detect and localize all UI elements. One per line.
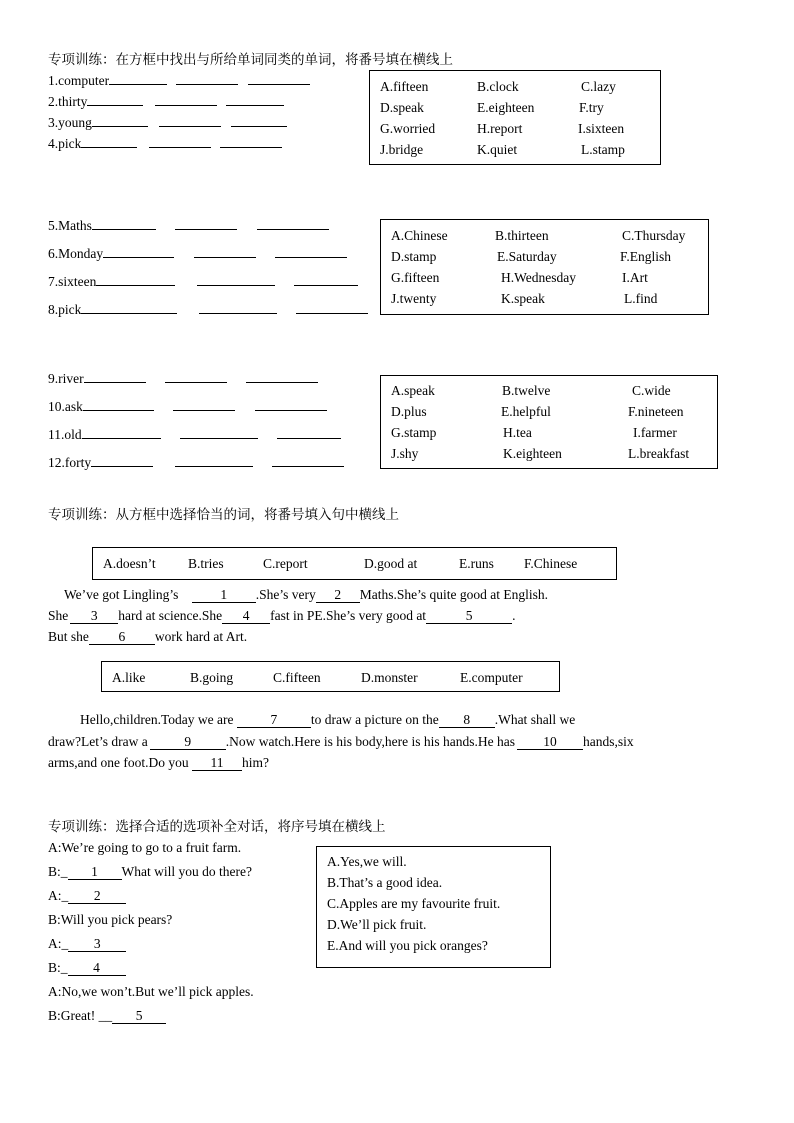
passage1-line1: We’ve got Lingling’s 1 .She’s very 2 Maths.She’s quite good at English. — [64, 587, 549, 602]
answer-blank[interactable] — [199, 301, 277, 314]
option: A.fifteen — [380, 79, 429, 94]
dialogue-line-1: A:We’re going to go to a fruit farm. — [48, 840, 242, 855]
option: D.good at — [364, 556, 418, 571]
question-10: 10.ask — [48, 398, 327, 415]
question-11: 11.old — [48, 426, 341, 443]
blank-6[interactable]: 6 — [89, 630, 155, 645]
answer-blank[interactable] — [173, 398, 235, 411]
answer-blank[interactable] — [180, 426, 258, 439]
option: J.bridge — [380, 142, 424, 157]
option: A.doesn’t — [103, 556, 156, 571]
option: D.stamp — [391, 249, 437, 264]
word-box-1 — [92, 547, 617, 580]
answer-blank[interactable] — [246, 370, 318, 383]
question-6: 6.Monday — [48, 245, 347, 262]
option: D.monster — [361, 670, 418, 685]
dialogue-line-7: A:No,we won’t.But we’ll pick apples. — [48, 984, 254, 999]
option: H.tea — [503, 425, 532, 440]
option: J.shy — [391, 446, 419, 461]
question-7: 7.sixteen — [48, 273, 358, 290]
answer-blank[interactable] — [91, 454, 153, 467]
dialogue-blank-3[interactable]: 3 — [68, 937, 126, 952]
answer-blank[interactable] — [96, 273, 175, 286]
section3-heading: 专项训练：选择合适的选项补全对话，将序号填在横线上 — [48, 819, 386, 835]
question-8: 8.pick — [48, 301, 368, 318]
section1-heading: 专项训练：在方框中找出与所给单词同类的单词，将番号填在横线上 — [48, 52, 453, 68]
option: E.eighteen — [477, 100, 535, 115]
question-4: 4.pick — [48, 135, 282, 152]
passage1-line2: She 3 hard at science.She 4 fast in PE.She’s very good at 5 . — [48, 608, 516, 623]
answer-blank[interactable] — [84, 370, 146, 383]
answer-blank[interactable] — [248, 72, 310, 85]
answer-blank[interactable] — [296, 301, 368, 314]
answer-blank[interactable] — [165, 370, 227, 383]
passage1-line3: But she 6 work hard at Art. — [48, 629, 248, 644]
option: G.worried — [380, 121, 436, 136]
option: B.tries — [188, 556, 224, 571]
passage2-line2: draw?Let’s draw a 9 .Now watch.Here is his body,here is his hands.He has 10 hands,six — [48, 734, 634, 749]
options-box-3 — [380, 375, 718, 469]
answer-blank[interactable] — [149, 135, 211, 148]
dialogue-line-5: A:_ 3 — [48, 936, 126, 952]
answer-blank[interactable] — [83, 398, 154, 411]
option: G.fifteen — [391, 270, 440, 285]
answer-blank[interactable] — [197, 273, 275, 286]
answer-blank[interactable] — [92, 217, 156, 230]
blank-7[interactable]: 7 — [237, 713, 311, 728]
blank-2[interactable]: 2 — [316, 588, 360, 603]
option: A.like — [112, 670, 146, 685]
answer-blank[interactable] — [275, 245, 347, 258]
option: C.Apples are my favourite fruit. — [327, 896, 501, 911]
dialogue-line-8: B:Great! __ 5 — [48, 1008, 166, 1024]
option: K.speak — [501, 291, 545, 306]
answer-blank[interactable] — [220, 135, 282, 148]
option: H.report — [477, 121, 523, 136]
option: B.That’s a good idea. — [327, 875, 443, 890]
question-5: 5.Maths — [48, 217, 329, 234]
answer-blank[interactable] — [103, 245, 174, 258]
dialogue-blank-5[interactable]: 5 — [112, 1009, 166, 1024]
options-box-1 — [369, 70, 661, 165]
answer-blank[interactable] — [176, 72, 238, 85]
blank-9[interactable]: 9 — [150, 735, 226, 750]
blank-11[interactable]: 11 — [192, 756, 242, 771]
dialogue-blank-2[interactable]: 2 — [68, 889, 126, 904]
question-12: 12.forty — [48, 454, 344, 471]
passage2-line3: arms,and one foot.Do you 11 him? — [48, 755, 269, 770]
answer-blank[interactable] — [175, 217, 237, 230]
answer-blank[interactable] — [277, 426, 341, 439]
option: E.And will you pick oranges? — [327, 938, 488, 953]
option: B.going — [190, 670, 234, 685]
option: E.Saturday — [497, 249, 557, 264]
option: C.Thursday — [622, 228, 686, 243]
section2-heading: 专项训练：从方框中选择恰当的词，将番号填入句中横线上 — [48, 507, 399, 523]
option: B.thirteen — [495, 228, 549, 243]
option: A.Yes,we will. — [327, 854, 407, 869]
answer-blank[interactable] — [175, 454, 253, 467]
option: H.Wednesday — [501, 270, 577, 285]
question-2: 2.thirty — [48, 93, 284, 110]
dialogue-blank-1[interactable]: 1 — [68, 865, 122, 880]
option: I.farmer — [633, 425, 677, 440]
option: B.twelve — [502, 383, 551, 398]
option: L.find — [624, 291, 658, 306]
answer-blank[interactable] — [92, 114, 148, 127]
option: E.computer — [460, 670, 523, 685]
options-box-2 — [380, 219, 709, 315]
option: K.eighteen — [503, 446, 562, 461]
question-1: 1.computer — [48, 72, 310, 89]
option: D.We’ll pick fruit. — [327, 917, 427, 932]
blank-8[interactable]: 8 — [439, 713, 495, 728]
answer-blank[interactable] — [226, 93, 284, 106]
answer-blank[interactable] — [194, 245, 256, 258]
option: C.wide — [632, 383, 671, 398]
answer-blank[interactable] — [81, 301, 177, 314]
option: F.English — [620, 249, 672, 264]
dialogue-blank-4[interactable]: 4 — [68, 961, 126, 976]
option: I.Art — [622, 270, 648, 285]
blank-4[interactable]: 4 — [222, 609, 270, 624]
dialogue-options-box — [316, 846, 551, 968]
answer-blank[interactable] — [159, 114, 221, 127]
option: C.lazy — [581, 79, 616, 94]
question-9: 9.river — [48, 370, 318, 387]
option: E.runs — [459, 556, 494, 571]
option: J.twenty — [391, 291, 437, 306]
option: L.stamp — [581, 142, 625, 157]
answer-blank[interactable] — [257, 217, 329, 230]
blank-3[interactable]: 3 — [70, 609, 118, 624]
passage2-line1: Hello,children.Today we are 7 to draw a picture on the 8 .What shall we — [80, 712, 576, 727]
option: F.Chinese — [524, 556, 578, 571]
answer-blank[interactable] — [81, 135, 137, 148]
answer-blank[interactable] — [109, 72, 167, 85]
blank-5[interactable]: 5 — [426, 609, 512, 624]
option: F.try — [579, 100, 604, 115]
option: C.fifteen — [273, 670, 321, 685]
blank-10[interactable]: 10 — [517, 735, 583, 750]
option: A.Chinese — [391, 228, 448, 243]
option: G.stamp — [391, 425, 437, 440]
option: B.clock — [477, 79, 519, 94]
blank-1[interactable]: 1 — [192, 588, 256, 603]
answer-blank[interactable] — [255, 398, 327, 411]
dialogue-line-3: A:_ 2 — [48, 888, 126, 904]
answer-blank[interactable] — [231, 114, 287, 127]
option: E.helpful — [501, 404, 551, 419]
answer-blank[interactable] — [272, 454, 344, 467]
answer-blank[interactable] — [87, 93, 143, 106]
option: D.plus — [391, 404, 427, 419]
option: L.breakfast — [628, 446, 690, 461]
option: D.speak — [380, 100, 424, 115]
answer-blank[interactable] — [82, 426, 161, 439]
option: F.nineteen — [628, 404, 684, 419]
answer-blank[interactable] — [155, 93, 217, 106]
option: C.report — [263, 556, 308, 571]
option: K.quiet — [477, 142, 518, 157]
dialogue-line-2: B:_ 1 What will you do there? — [48, 864, 252, 879]
option: I.sixteen — [578, 121, 625, 136]
dialogue-line-4: B:Will you pick pears? — [48, 912, 173, 927]
answer-blank[interactable] — [294, 273, 358, 286]
question-3: 3.young — [48, 114, 287, 131]
option: A.speak — [391, 383, 435, 398]
dialogue-line-6: B:_ 4 — [48, 960, 126, 976]
word-box-2 — [101, 661, 560, 692]
